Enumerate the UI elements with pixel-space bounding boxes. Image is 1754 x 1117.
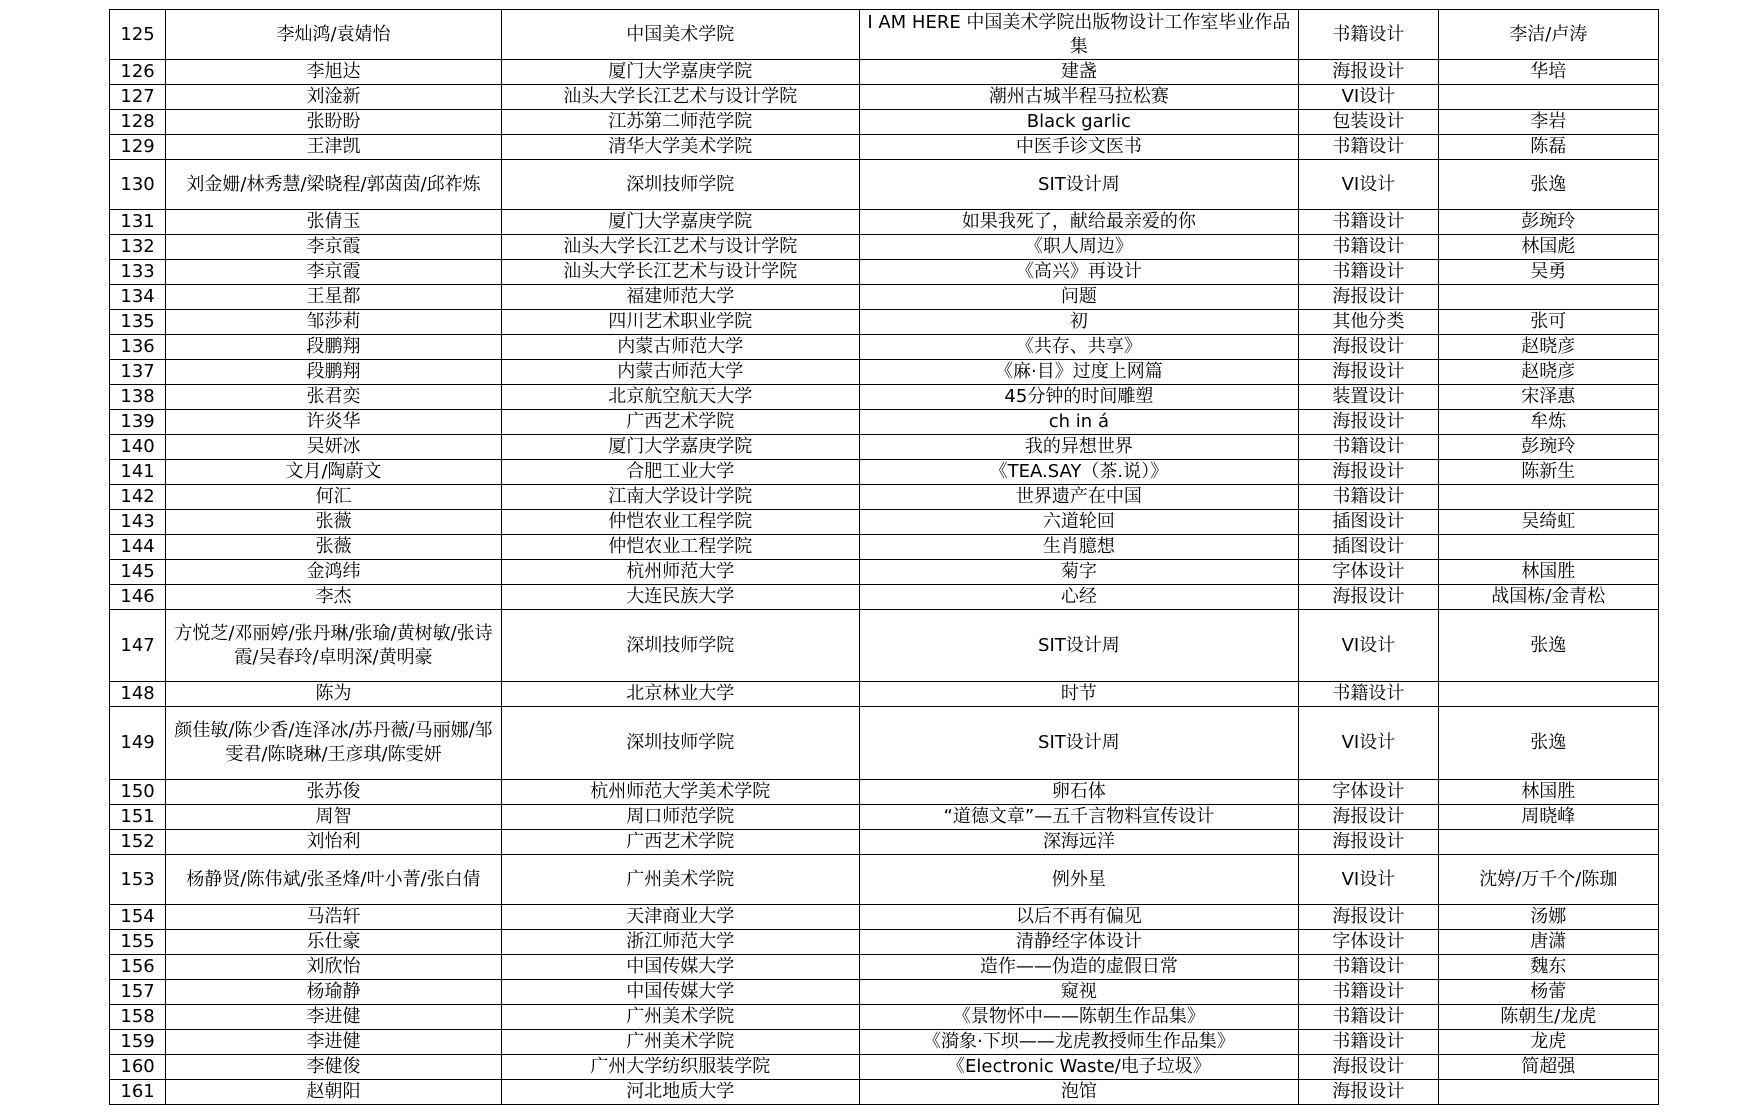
entry-number: 134 (110, 285, 166, 310)
entry-number: 135 (110, 310, 166, 335)
table-row (110, 160, 1659, 210)
entry-school: 广西艺术学院 (501, 410, 859, 435)
table-row (110, 855, 1659, 905)
entry-author: 段鹏翔 (166, 335, 502, 360)
entry-category: 书籍设计 (1299, 980, 1438, 1005)
entry-category: 包装设计 (1299, 110, 1438, 135)
table-row (110, 335, 1659, 360)
entry-title: 初 (859, 310, 1299, 335)
entry-title: ch in á (859, 410, 1299, 435)
entry-number: 138 (110, 385, 166, 410)
table-row (110, 135, 1659, 160)
entry-category: 海报设计 (1299, 335, 1438, 360)
entry-advisor (1438, 830, 1658, 855)
entry-school: 福建师范大学 (501, 285, 859, 310)
entry-title: 清静经字体设计 (859, 930, 1299, 955)
entry-category: 海报设计 (1299, 460, 1438, 485)
table-row (110, 1005, 1659, 1030)
entry-advisor: 李洁/卢涛 (1438, 10, 1658, 60)
table-row (110, 260, 1659, 285)
entry-advisor: 彭琬玲 (1438, 435, 1658, 460)
entry-number: 137 (110, 360, 166, 385)
entry-advisor: 龙虎 (1438, 1030, 1658, 1055)
entry-number: 155 (110, 930, 166, 955)
entry-author: 赵朝阳 (166, 1080, 502, 1105)
entry-category: 海报设计 (1299, 805, 1438, 830)
entry-school: 厦门大学嘉庚学院 (501, 60, 859, 85)
entry-category: 书籍设计 (1299, 682, 1438, 707)
entry-advisor: 唐潇 (1438, 930, 1658, 955)
table-row (110, 435, 1659, 460)
entry-number: 149 (110, 707, 166, 780)
entry-title: I AM HERE 中国美术学院出版物设计工作室毕业作品集 (859, 10, 1299, 60)
entry-number: 128 (110, 110, 166, 135)
entry-school: 厦门大学嘉庚学院 (501, 210, 859, 235)
entry-title: “道德文章”—五千言物料宣传设计 (859, 805, 1299, 830)
entry-author: 李京霞 (166, 260, 502, 285)
entry-number: 132 (110, 235, 166, 260)
entry-author: 吴妍冰 (166, 435, 502, 460)
table-row (110, 1055, 1659, 1080)
entry-author: 邹莎莉 (166, 310, 502, 335)
table-row (110, 235, 1659, 260)
entry-advisor: 赵晓彦 (1438, 360, 1658, 385)
entry-school: 河北地质大学 (501, 1080, 859, 1105)
entry-advisor: 张可 (1438, 310, 1658, 335)
entry-school: 广州大学纺织服装学院 (501, 1055, 859, 1080)
entry-author: 方悦芝/邓丽婷/张丹琳/张瑜/黄树敏/张诗霞/吴春玲/卓明深/黄明豪 (166, 610, 502, 682)
entry-school: 合肥工业大学 (501, 460, 859, 485)
entry-category: VI设计 (1299, 160, 1438, 210)
entry-advisor: 陈朝生/龙虎 (1438, 1005, 1658, 1030)
entry-school: 仲恺农业工程学院 (501, 535, 859, 560)
entry-school: 江南大学设计学院 (501, 485, 859, 510)
entry-advisor: 杨蕾 (1438, 980, 1658, 1005)
entry-author: 何汇 (166, 485, 502, 510)
table-row (110, 1030, 1659, 1055)
table-row (110, 10, 1659, 60)
entry-advisor: 林国胜 (1438, 780, 1658, 805)
entry-category: VI设计 (1299, 707, 1438, 780)
entry-title: 菊字 (859, 560, 1299, 585)
entry-advisor (1438, 485, 1658, 510)
table-row (110, 285, 1659, 310)
entry-title: 潮州古城半程马拉松赛 (859, 85, 1299, 110)
entry-title: 时节 (859, 682, 1299, 707)
entry-advisor: 吴勇 (1438, 260, 1658, 285)
entry-category: 其他分类 (1299, 310, 1438, 335)
table-row (110, 955, 1659, 980)
table-row (110, 385, 1659, 410)
entry-school: 广西艺术学院 (501, 830, 859, 855)
table-row (110, 980, 1659, 1005)
table-row (110, 360, 1659, 385)
entry-author: 杨静贤/陈伟斌/张圣烽/叶小菁/张白倩 (166, 855, 502, 905)
entry-number: 146 (110, 585, 166, 610)
table-row (110, 780, 1659, 805)
entry-category: 字体设计 (1299, 780, 1438, 805)
entry-advisor: 林国彪 (1438, 235, 1658, 260)
entry-category: VI设计 (1299, 610, 1438, 682)
entry-title: 《职人周边》 (859, 235, 1299, 260)
entry-advisor: 周晓峰 (1438, 805, 1658, 830)
entry-category: 书籍设计 (1299, 435, 1438, 460)
entry-school: 周口师范学院 (501, 805, 859, 830)
entry-author: 段鹏翔 (166, 360, 502, 385)
entry-category: 书籍设计 (1299, 1030, 1438, 1055)
entry-title: 问题 (859, 285, 1299, 310)
entry-title: 《漪象·下坝——龙虎教授师生作品集》 (859, 1030, 1299, 1055)
entry-advisor: 汤娜 (1438, 905, 1658, 930)
entry-number: 152 (110, 830, 166, 855)
entry-author: 刘淦新 (166, 85, 502, 110)
entry-advisor: 吴绮虹 (1438, 510, 1658, 535)
entry-school: 杭州师范大学 (501, 560, 859, 585)
entry-title: 例外星 (859, 855, 1299, 905)
table-row (110, 610, 1659, 682)
entry-number: 154 (110, 905, 166, 930)
entry-category: 海报设计 (1299, 585, 1438, 610)
entry-number: 145 (110, 560, 166, 585)
table-row (110, 535, 1659, 560)
table-row (110, 410, 1659, 435)
entry-author: 乐仕豪 (166, 930, 502, 955)
entry-number: 158 (110, 1005, 166, 1030)
entry-category: 书籍设计 (1299, 10, 1438, 60)
entry-advisor: 张逸 (1438, 160, 1658, 210)
entry-author: 王津凯 (166, 135, 502, 160)
entry-title: SIT设计周 (859, 160, 1299, 210)
entry-school: 北京林业大学 (501, 682, 859, 707)
entry-author: 李健俊 (166, 1055, 502, 1080)
entry-category: 海报设计 (1299, 905, 1438, 930)
entry-number: 148 (110, 682, 166, 707)
entry-author: 张薇 (166, 535, 502, 560)
entry-number: 131 (110, 210, 166, 235)
entry-author: 许炎华 (166, 410, 502, 435)
entry-advisor: 宋泽惠 (1438, 385, 1658, 410)
entry-category: 海报设计 (1299, 360, 1438, 385)
table-row (110, 485, 1659, 510)
entry-advisor: 华培 (1438, 60, 1658, 85)
entry-school: 仲恺农业工程学院 (501, 510, 859, 535)
entry-title: 泡馆 (859, 1080, 1299, 1105)
entry-title: SIT设计周 (859, 610, 1299, 682)
entry-title: 《共存、共享》 (859, 335, 1299, 360)
entry-advisor: 林国胜 (1438, 560, 1658, 585)
entry-school: 深圳技师学院 (501, 610, 859, 682)
entry-advisor: 战国栋/金青松 (1438, 585, 1658, 610)
table-row (110, 85, 1659, 110)
entry-author: 李进健 (166, 1030, 502, 1055)
table-row (110, 560, 1659, 585)
entry-title: SIT设计周 (859, 707, 1299, 780)
entry-school: 厦门大学嘉庚学院 (501, 435, 859, 460)
entry-number: 159 (110, 1030, 166, 1055)
entry-category: 书籍设计 (1299, 260, 1438, 285)
entry-number: 147 (110, 610, 166, 682)
entry-category: 装置设计 (1299, 385, 1438, 410)
entry-category: 字体设计 (1299, 930, 1438, 955)
entry-school: 内蒙古师范大学 (501, 360, 859, 385)
entry-school: 内蒙古师范大学 (501, 335, 859, 360)
table-row (110, 682, 1659, 707)
entry-category: 书籍设计 (1299, 955, 1438, 980)
entry-school: 广州美术学院 (501, 1030, 859, 1055)
entry-category: VI设计 (1299, 85, 1438, 110)
entry-title: 我的异想世界 (859, 435, 1299, 460)
entry-author: 张君奕 (166, 385, 502, 410)
entry-school: 中国传媒大学 (501, 980, 859, 1005)
entry-school: 天津商业大学 (501, 905, 859, 930)
entry-title: 45分钟的时间雕塑 (859, 385, 1299, 410)
entry-category: 插图设计 (1299, 535, 1438, 560)
entry-school: 杭州师范大学美术学院 (501, 780, 859, 805)
entry-number: 130 (110, 160, 166, 210)
entry-category: 海报设计 (1299, 1055, 1438, 1080)
entry-author: 李京霞 (166, 235, 502, 260)
entry-number: 142 (110, 485, 166, 510)
table-row (110, 110, 1659, 135)
entry-number: 126 (110, 60, 166, 85)
entry-school: 清华大学美术学院 (501, 135, 859, 160)
entry-author: 金鸿纬 (166, 560, 502, 585)
entry-number: 156 (110, 955, 166, 980)
entry-number: 153 (110, 855, 166, 905)
entry-author: 张薇 (166, 510, 502, 535)
entry-title: 心经 (859, 585, 1299, 610)
entry-category: 字体设计 (1299, 560, 1438, 585)
entry-advisor: 简超强 (1438, 1055, 1658, 1080)
entry-advisor: 陈新生 (1438, 460, 1658, 485)
entry-title: 《麻·目》过度上网篇 (859, 360, 1299, 385)
entry-title: 造作——伪造的虚假日常 (859, 955, 1299, 980)
table-row (110, 310, 1659, 335)
entry-school: 中国传媒大学 (501, 955, 859, 980)
entry-category: 插图设计 (1299, 510, 1438, 535)
entry-category: 海报设计 (1299, 830, 1438, 855)
entry-number: 127 (110, 85, 166, 110)
entry-school: 浙江师范大学 (501, 930, 859, 955)
entry-author: 陈为 (166, 682, 502, 707)
table-row (110, 707, 1659, 780)
entry-author: 张盼盼 (166, 110, 502, 135)
entry-school: 大连民族大学 (501, 585, 859, 610)
entry-author: 马浩轩 (166, 905, 502, 930)
entry-author: 刘金姗/林秀慧/梁晓程/郭茵茵/邱祚炼 (166, 160, 502, 210)
entry-number: 136 (110, 335, 166, 360)
entry-advisor: 彭琬玲 (1438, 210, 1658, 235)
entry-author: 刘怡利 (166, 830, 502, 855)
table-row (110, 210, 1659, 235)
entry-title: Black garlic (859, 110, 1299, 135)
entry-advisor (1438, 535, 1658, 560)
entry-advisor: 李岩 (1438, 110, 1658, 135)
entry-advisor (1438, 285, 1658, 310)
entry-school: 广州美术学院 (501, 855, 859, 905)
entry-title: 如果我死了，献给最亲爱的你 (859, 210, 1299, 235)
entry-title: 中医手诊文医书 (859, 135, 1299, 160)
entry-title: 《高兴》再设计 (859, 260, 1299, 285)
table-row (110, 830, 1659, 855)
entry-author: 李灿鸿/袁婧怡 (166, 10, 502, 60)
entry-author: 李进健 (166, 1005, 502, 1030)
entry-category: 海报设计 (1299, 285, 1438, 310)
entry-advisor: 魏东 (1438, 955, 1658, 980)
entry-school: 中国美术学院 (501, 10, 859, 60)
entry-title: 六道轮回 (859, 510, 1299, 535)
entry-category: 书籍设计 (1299, 235, 1438, 260)
entry-number: 144 (110, 535, 166, 560)
entry-author: 李旭达 (166, 60, 502, 85)
entry-category: 书籍设计 (1299, 210, 1438, 235)
entry-advisor (1438, 85, 1658, 110)
entry-title: 世界遗产在中国 (859, 485, 1299, 510)
entry-school: 汕头大学长江艺术与设计学院 (501, 85, 859, 110)
entry-category: 海报设计 (1299, 1080, 1438, 1105)
table-row (110, 60, 1659, 85)
entry-advisor: 张逸 (1438, 707, 1658, 780)
entry-advisor: 陈磊 (1438, 135, 1658, 160)
entry-author: 周智 (166, 805, 502, 830)
entry-number: 151 (110, 805, 166, 830)
entry-school: 四川艺术职业学院 (501, 310, 859, 335)
entry-school: 广州美术学院 (501, 1005, 859, 1030)
table-row (110, 1080, 1659, 1105)
entry-author: 颜佳敏/陈少香/连泽冰/苏丹薇/马丽娜/邹雯君/陈晓琳/王彦琪/陈雯妍 (166, 707, 502, 780)
entry-title: 《TEA.SAY（茶.说）》 (859, 460, 1299, 485)
entry-number: 160 (110, 1055, 166, 1080)
entry-number: 139 (110, 410, 166, 435)
entry-title: 《Electronic Waste/电子垃圾》 (859, 1055, 1299, 1080)
table-row (110, 460, 1659, 485)
entry-number: 140 (110, 435, 166, 460)
entry-category: 书籍设计 (1299, 1005, 1438, 1030)
entry-school: 深圳技师学院 (501, 160, 859, 210)
entry-title: 深海远洋 (859, 830, 1299, 855)
entry-category: VI设计 (1299, 855, 1438, 905)
entry-advisor (1438, 1080, 1658, 1105)
entry-category: 书籍设计 (1299, 485, 1438, 510)
table-row (110, 585, 1659, 610)
entry-category: 书籍设计 (1299, 135, 1438, 160)
entry-number: 157 (110, 980, 166, 1005)
entry-advisor (1438, 682, 1658, 707)
entry-author: 文月/陶蔚文 (166, 460, 502, 485)
table-row (110, 930, 1659, 955)
entry-number: 129 (110, 135, 166, 160)
entry-advisor: 张逸 (1438, 610, 1658, 682)
entry-author: 王星都 (166, 285, 502, 310)
entry-author: 张苏俊 (166, 780, 502, 805)
entry-school: 江苏第二师范学院 (501, 110, 859, 135)
table-row (110, 805, 1659, 830)
entry-school: 汕头大学长江艺术与设计学院 (501, 260, 859, 285)
entry-number: 141 (110, 460, 166, 485)
entry-author: 杨瑜静 (166, 980, 502, 1005)
entry-school: 深圳技师学院 (501, 707, 859, 780)
entry-number: 150 (110, 780, 166, 805)
entry-title: 建盏 (859, 60, 1299, 85)
table-body (110, 10, 1659, 1105)
entry-number: 161 (110, 1080, 166, 1105)
entry-author: 李杰 (166, 585, 502, 610)
entry-author: 张倩玉 (166, 210, 502, 235)
entry-author: 刘欣怡 (166, 955, 502, 980)
entry-school: 汕头大学长江艺术与设计学院 (501, 235, 859, 260)
entry-title: 《景物怀中——陈朝生作品集》 (859, 1005, 1299, 1030)
entry-title: 窥视 (859, 980, 1299, 1005)
entry-category: 海报设计 (1299, 60, 1438, 85)
award-list-table (109, 9, 1659, 1105)
entry-number: 133 (110, 260, 166, 285)
entry-category: 海报设计 (1299, 410, 1438, 435)
entry-number: 125 (110, 10, 166, 60)
entry-advisor: 牟炼 (1438, 410, 1658, 435)
entry-school: 北京航空航天大学 (501, 385, 859, 410)
entry-advisor: 赵晓彦 (1438, 335, 1658, 360)
entry-number: 143 (110, 510, 166, 535)
entry-title: 卵石体 (859, 780, 1299, 805)
entry-advisor: 沈婷/万千个/陈珈 (1438, 855, 1658, 905)
entry-title: 以后不再有偏见 (859, 905, 1299, 930)
entry-title: 生肖臆想 (859, 535, 1299, 560)
table-row (110, 510, 1659, 535)
table-row (110, 905, 1659, 930)
